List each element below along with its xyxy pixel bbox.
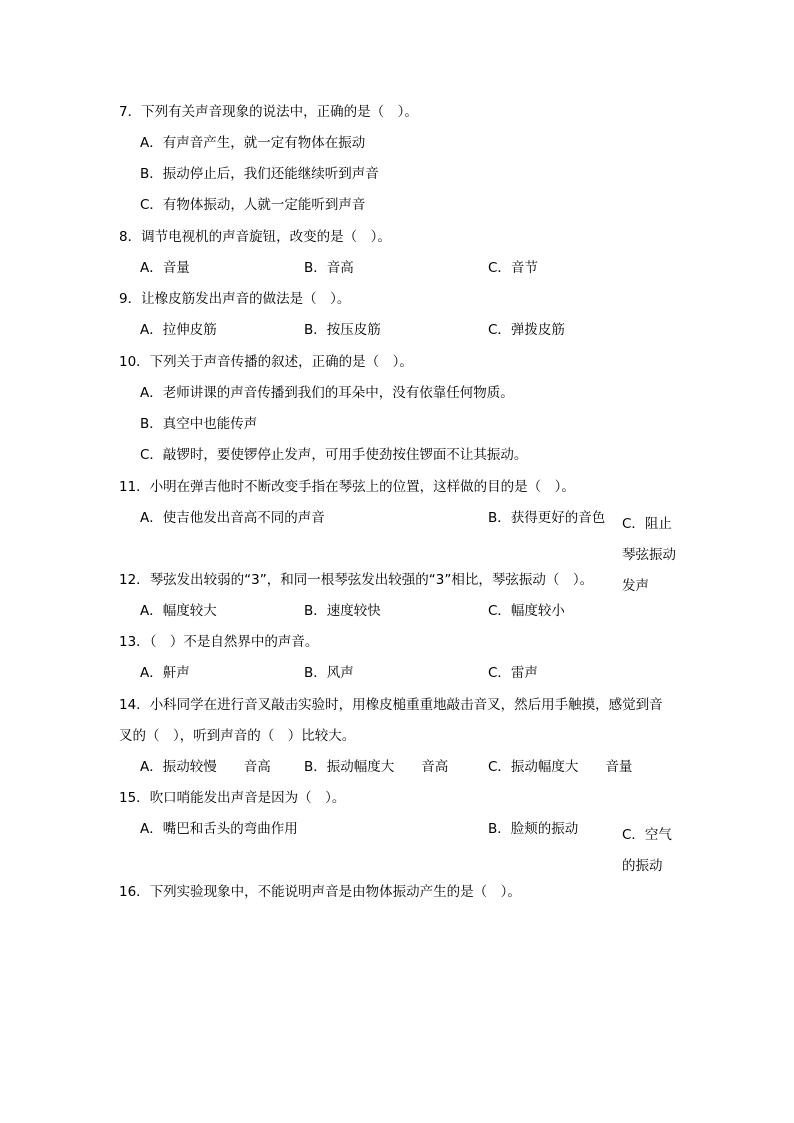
option-a: A．使吉他发出音高不同的声音	[140, 510, 325, 526]
option-b: B．风声	[304, 665, 354, 681]
option-c: C．振动幅度大 音量	[488, 759, 633, 775]
option-c: C．幅度较小	[488, 603, 565, 619]
question-text: 吹口哨能发出声音是因为（ ）。	[149, 790, 346, 806]
option-b: B．按压皮筋	[304, 322, 381, 338]
question-text: 琴弦发出较弱的“3”，和同一根琴弦发出较强的“3”相比，琴弦振动（ ）。	[149, 572, 594, 588]
question-15	[119, 789, 345, 807]
option-b: B．振动停止后，我们还能继续听到声音	[140, 166, 379, 182]
question-number: 14．	[119, 697, 150, 713]
option-a: A．鼾声	[140, 665, 190, 681]
question-text: 让橡皮筋发出声音的做法是（ ）。	[141, 291, 351, 307]
option-a: A．嘴巴和舌头的弯曲作用	[140, 821, 298, 837]
question-number: 7．	[119, 104, 142, 120]
option-a: A．音量	[140, 260, 190, 276]
question-number: 15．	[119, 790, 150, 806]
question-number: 13．	[119, 634, 150, 650]
question-number: 10．	[119, 354, 150, 370]
option-a: A．老师讲课的声音传播到我们的耳朵中，没有依靠任何物质。	[140, 385, 514, 401]
question-text: 小明在弹吉他时不断改变手指在琴弦上的位置，这样做的目的是（ ）。	[149, 479, 575, 495]
option-c: C．敲锣时，要使锣停止发声，可用手使劲按住锣面不让其振动。	[140, 447, 528, 463]
question-text: 下列有关声音现象的说法中，正确的是（ ）。	[141, 104, 418, 120]
question-10	[119, 353, 413, 371]
option-b: B．脸颊的振动	[488, 821, 579, 837]
option-c: C．阻止琴弦振动发声	[622, 516, 676, 594]
question-text: 小科同学在进行音叉敲击实验时，用橡皮槌重重地敲击音叉，然后用手触摸，感觉到音	[149, 697, 663, 713]
question-14	[119, 696, 663, 714]
option-c: C．雷声	[488, 665, 538, 681]
question-number: 16．	[119, 884, 150, 900]
question-7	[119, 103, 418, 121]
option-b: B．音高	[304, 260, 354, 276]
option-a: A．幅度较大	[140, 603, 217, 619]
question-number: 9．	[119, 291, 142, 307]
question-text: 下列实验现象中，不能说明声音是由物体振动产生的是（ ）。	[149, 884, 521, 900]
question-16	[119, 883, 521, 901]
question-number: 8．	[119, 229, 142, 245]
option-a: A．拉伸皮筋	[140, 322, 217, 338]
option-c: C．弹拨皮筋	[488, 322, 565, 338]
question-8	[119, 228, 391, 246]
option-c: C．有物体振动，人就一定能听到声音	[140, 197, 366, 213]
question-number: 12．	[119, 572, 150, 588]
option-b: B．真空中也能传声	[140, 416, 258, 432]
option-c: C．音节	[488, 260, 538, 276]
question-text-continued: 叉的（ ），听到声音的（ ）比较大。	[119, 728, 356, 744]
question-number: 11．	[119, 479, 150, 495]
question-13	[119, 633, 318, 651]
question-9	[119, 290, 350, 308]
option-b: B．振动幅度大 音高	[304, 759, 449, 775]
question-11	[119, 478, 575, 496]
option-b: B．速度较快	[304, 603, 381, 619]
option-a: A．振动较慢 音高	[140, 759, 271, 775]
question-12	[119, 571, 593, 589]
question-text: 下列关于声音传播的叙述，正确的是（ ）。	[149, 354, 413, 370]
question-text: 调节电视机的声音旋钮，改变的是（ ）。	[141, 229, 391, 245]
question-text: （ ）不是自然界中的声音。	[149, 634, 319, 650]
option-c: C．空气的振动	[622, 827, 672, 874]
option-b: B．获得更好的音色	[488, 510, 606, 526]
option-a: A．有声音产生，就一定有物体在振动	[140, 135, 366, 151]
